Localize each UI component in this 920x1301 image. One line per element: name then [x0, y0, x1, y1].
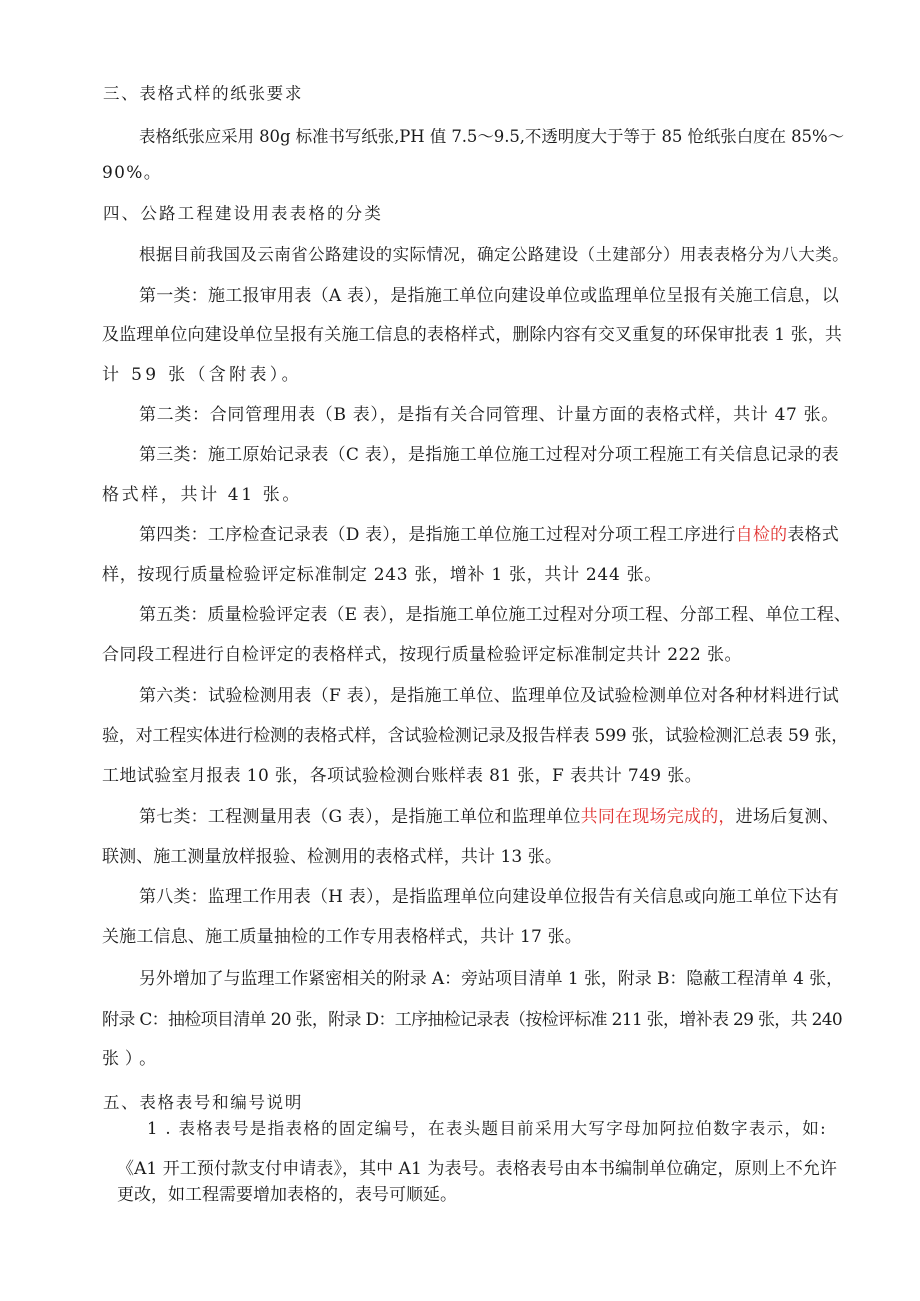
section-5-item-1-line-1: 1 . 表格表号是指表格的固定编号，在表头题目前采用大写字母加阿拉伯数字表示，如:: [147, 1119, 827, 1138]
class-8-line-2: 关施工信息、施工质量抽检的工作专用表格样式，共计 17 张。: [102, 927, 582, 947]
section-3-para-line-2: 90%。: [102, 163, 162, 183]
class-3-line-2: 格式样，共计 41 张。: [102, 485, 302, 505]
section-4-intro: 根据目前我国及云南省公路建设的实际情况，确定公路建设（土建部分）用表表格分为八大类。: [139, 245, 849, 264]
class-8-line-1: 第八类：监理工作用表（H 表），是指监理单位向建设单位报告有关信息或向施工单位下达有: [139, 887, 839, 907]
section-5-title: 五、表格表号和编号说明: [103, 1093, 303, 1112]
class-3-line-1: 第三类：施工原始记录表（C 表），是指施工单位施工过程对分项工程施工有关信息记录的表: [139, 445, 839, 465]
appendix-line-2: 附录 C：抽检项目清单 20 张，附录 D：工序抽检记录表（按检评标准 211 张，增补表 29 张，共 240: [102, 1010, 842, 1030]
class-4-line-1: [139, 524, 839, 546]
class-5-line-1: 第五类：质量检验评定表（E 表），是指施工单位施工过程对分项工程、分部工程、单位工程、: [139, 605, 851, 625]
class-4-line-2: 样，按现行质量检验评定标准制定 243 张，增补 1 张，共计 244 张。: [102, 565, 662, 585]
class-1-line-1: 第一类：施工报审用表（A 表），是指施工单位向建设单位或监理单位呈报有关施工信息，以: [139, 286, 839, 306]
class-7-line-1: [139, 806, 839, 828]
class-7-line-1-text-b: 进场后复测、: [735, 807, 840, 827]
class-1-line-3: 计 59 张（含附表）。: [102, 365, 302, 385]
class-4-line-1-text-a: 第四类：工序检查记录表（D 表），是指施工单位施工过程对分项工程工序进行: [139, 525, 736, 545]
class-6-line-3: 工地试验室月报表 10 张，各项试验检测台账样表 81 张，F 表共计 749 张。: [102, 766, 702, 786]
class-7-line-2: 联测、施工测量放样报验、检测用的表格式样，共计 13 张。: [102, 847, 562, 867]
section-3-title: 三、表格式样的纸张要求: [103, 84, 303, 103]
class-4-line-1-text-b: 表格式: [787, 525, 840, 545]
class-7-line-1-text-a: 第七类：工程测量用表（G 表），是指施工单位和监理单位: [139, 807, 581, 827]
class-5-line-2: 合同段工程进行自检评定的表格样式，按现行质量检验评定标准制定共计 222 张。: [102, 645, 742, 665]
class-6-line-1: 第六类：试验检测用表（F 表），是指施工单位、监理单位及试验检测单位对各种材料进行试: [139, 686, 839, 706]
class-4-highlight-text: 自检的: [735, 525, 788, 545]
appendix-line-1: 另外增加了与监理工作紧密相关的附录 A：旁站项目清单 1 张，附录 B：隐蔽工程清单 4 张，: [139, 969, 843, 989]
section-3-para-line-1: 表格纸张应采用 80g 标准书写纸张,PH 值 7.5～9.5,不透明度大于等于 85 怆纸张白度在 85%～: [139, 127, 844, 146]
section-5-item-1-line-2: 《A1 开工预付款支付申请表》，其中 A1 为表号。表格表号由本书编制单位确定，原则上不允许: [117, 1159, 837, 1179]
class-2-line-1: 第二类：合同管理用表（B 表），是指有关合同管理、计量方面的表格式样，共计 47 张。: [139, 405, 839, 425]
appendix-line-3: 张）。: [102, 1049, 162, 1069]
class-7-highlight-text: 共同在现场完成的，: [580, 807, 736, 827]
class-1-line-2: 及监理单位向建设单位呈报有关施工信息的表格样式，删除内容有交叉重复的环保审批表 1 张，共: [102, 325, 842, 345]
section-4-title: 四、公路工程建设用表表格的分类: [103, 204, 383, 223]
class-6-line-2: 验，对工程实体进行检测的表格式样，含试验检测记录及报告样表 599 张，试验检测汇总表 59 张，: [102, 726, 848, 746]
section-5-item-1-line-3: 更改，如工程需要增加表格的，表号可顺延。: [117, 1185, 457, 1205]
